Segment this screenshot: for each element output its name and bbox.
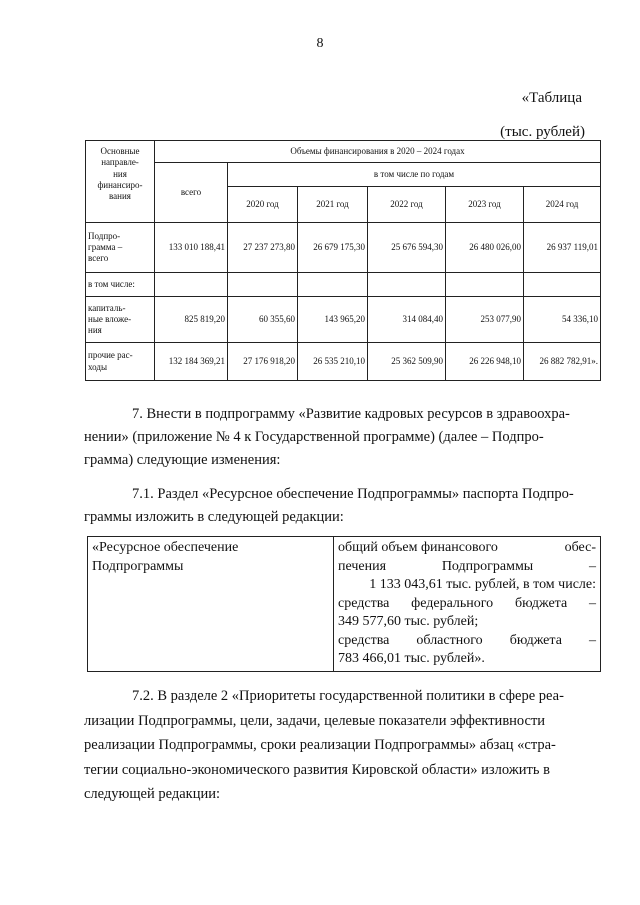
cell-value: 26 535 210,10 (298, 343, 368, 381)
header-year: 2021 год (298, 187, 368, 223)
header-total: всего (155, 163, 228, 223)
header-year: 2023 год (446, 187, 524, 223)
cell-value (524, 273, 601, 297)
header-directions: Основные направле- ния финансиро- вания (86, 141, 155, 223)
cell-value: 143 965,20 (298, 297, 368, 343)
row-label: капиталь- ные вложе- ния (86, 297, 155, 343)
cell-value: 26 480 026,00 (446, 223, 524, 273)
cell-total: 132 184 369,21 (155, 343, 228, 381)
row-label: в том числе: (86, 273, 155, 297)
page-number: 8 (316, 36, 324, 51)
cell-value: 27 176 918,20 (228, 343, 298, 381)
header-year: 2024 год (524, 187, 601, 223)
units-label: (тыс. рублей) (500, 124, 585, 140)
table-row (86, 273, 601, 297)
cell-value: 314 084,40 (368, 297, 446, 343)
resource-table (87, 536, 601, 672)
cell-value: 253 077,90 (446, 297, 524, 343)
table-row (86, 297, 601, 343)
resource-label: «Ресурсное обеспечение Подпрограммы (88, 537, 334, 672)
cell-value: 54 336,10 (524, 297, 601, 343)
cell-value (228, 273, 298, 297)
row-label: Подпро- грамма – всего (86, 223, 155, 273)
resource-value: общий объем финансового обес- печения Подпрограммы – 1 133 043,61 тыс. рублей, в том числе: средства федерального бюджета – 349 577,60 тыс. рублей; средства областного бюджета – 783 466,01 тыс. рублей». (334, 537, 601, 672)
cell-total (155, 273, 228, 297)
financing-table (85, 140, 601, 381)
cell-total: 133 010 188,41 (155, 223, 228, 273)
header-year: 2020 год (228, 187, 298, 223)
header-year: 2022 год (368, 187, 446, 223)
cell-value: 25 362 509,90 (368, 343, 446, 381)
cell-value: 25 676 594,30 (368, 223, 446, 273)
cell-value: 27 237 273,80 (228, 223, 298, 273)
table-label: «Таблица (521, 90, 582, 106)
header-volume: Объемы финансирования в 2020 – 2024 годах (155, 141, 601, 163)
cell-value: 26 882 782,91». (524, 343, 601, 381)
cell-total: 825 819,20 (155, 297, 228, 343)
paragraph-7-2: 7.2. В разделе 2 «Приоритеты государственной политики в сфере реа- лизации Подпрограммы, цели, задачи, целевые показатели эффективности реализации Подпрограммы, сроки реализации Подпрограммы» абзац «стра- тегии социально-экономического развития Кировской области» изложить в следующей редакции: (84, 688, 564, 802)
cell-value: 26 226 948,10 (446, 343, 524, 381)
table-row (86, 223, 601, 273)
header-by-year: в том числе по годам (228, 163, 601, 187)
table-row (86, 343, 601, 381)
cell-value: 26 937 119,01 (524, 223, 601, 273)
cell-value (298, 273, 368, 297)
cell-value (368, 273, 446, 297)
paragraph-7-1: 7.1. Раздел «Ресурсное обеспечение Подпрограммы» паспорта Подпро- граммы изложить в следующей редакции: (84, 486, 574, 525)
cell-value: 26 679 175,30 (298, 223, 368, 273)
cell-value (446, 273, 524, 297)
paragraph-7: 7. Внести в подпрограмму «Развитие кадровых ресурсов в здравоохра- нении» (приложение № 4 к Государственной программе) (далее – Подпро- грамма) следующие изменения: (84, 406, 570, 468)
cell-value: 60 355,60 (228, 297, 298, 343)
row-label: прочие рас- ходы (86, 343, 155, 381)
